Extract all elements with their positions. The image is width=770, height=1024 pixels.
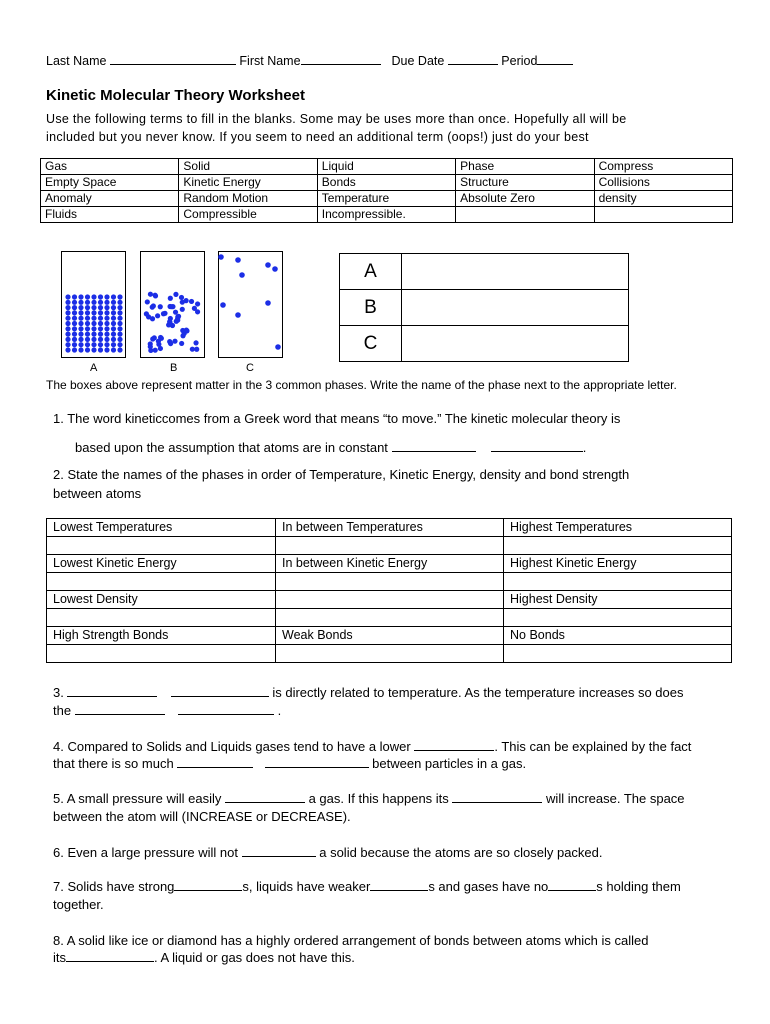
props-cell[interactable] [276, 537, 504, 555]
particle [158, 304, 163, 309]
q4-line2-end: between particles in a gas. [372, 756, 527, 771]
particle [173, 292, 178, 297]
particle [144, 311, 149, 316]
q7-text-4: s holding them [596, 879, 681, 894]
term-cell: Absolute Zero [456, 191, 594, 207]
particle [111, 326, 116, 331]
particle [117, 294, 122, 299]
particle [150, 336, 155, 341]
phase-letter: A [340, 254, 402, 290]
q7-blank-1[interactable] [174, 879, 242, 891]
particle [72, 337, 77, 342]
particle [85, 326, 90, 331]
particle [85, 305, 90, 310]
particle [85, 316, 90, 321]
props-cell: Highest Temperatures [504, 519, 732, 537]
particle [98, 310, 103, 315]
particle [175, 318, 180, 323]
particle [91, 326, 96, 331]
particle [104, 310, 109, 315]
particle [91, 332, 96, 337]
q5-text-2: a gas. If this happens its [308, 791, 449, 806]
particle [72, 300, 77, 305]
particle [98, 300, 103, 305]
term-cell: Kinetic Energy [179, 175, 317, 191]
props-cell: Lowest Density [47, 591, 276, 609]
particle [91, 294, 96, 299]
props-row [47, 627, 732, 645]
particle [85, 300, 90, 305]
last-name-blank[interactable] [110, 53, 236, 65]
question-6 [53, 845, 603, 860]
question-5-line-2: between the atom will (INCREASE or DECREASE). [53, 809, 351, 824]
particle [78, 310, 83, 315]
particle [161, 311, 166, 316]
particle [220, 302, 226, 308]
props-cell[interactable] [504, 573, 732, 591]
particle [78, 342, 83, 347]
particle [111, 300, 116, 305]
particle [193, 340, 198, 345]
props-cell[interactable] [47, 537, 276, 555]
particle [104, 342, 109, 347]
particle [111, 332, 116, 337]
particle [172, 339, 177, 344]
question-7-line-2: together. [53, 897, 104, 912]
particle [117, 332, 122, 337]
boxes-caption: The boxes above represent matter in the 3 common phases. Write the name of the phase next to the appropriate letter. [46, 378, 677, 392]
particle [104, 300, 109, 305]
q5-blank-2[interactable] [452, 791, 542, 803]
particle [91, 300, 96, 305]
props-cell: In between Kinetic Energy [276, 555, 504, 573]
header-line [46, 53, 573, 68]
particles-svg [0, 245, 300, 365]
particle [78, 337, 83, 342]
particle [65, 294, 70, 299]
particle [65, 321, 70, 326]
term-cell: Structure [456, 175, 594, 191]
props-cell[interactable] [47, 573, 276, 591]
term-cell: Solid [179, 159, 317, 175]
phase-answer-field[interactable] [402, 290, 629, 326]
props-cell: Weak Bonds [276, 627, 504, 645]
particle [117, 347, 122, 352]
particle [111, 316, 116, 321]
term-cell: Compress [594, 159, 732, 175]
particle [78, 294, 83, 299]
due-date-label: Due Date [391, 54, 445, 68]
phase-letter: C [340, 326, 402, 362]
q3-blank-2[interactable] [171, 685, 269, 697]
terms-table [40, 158, 733, 223]
term-cell: Incompressible. [317, 207, 455, 223]
particle [179, 341, 184, 346]
particle [78, 305, 83, 310]
particle [158, 346, 163, 351]
particle [98, 326, 103, 331]
particle [111, 294, 116, 299]
term-cell [594, 207, 732, 223]
particle [72, 342, 77, 347]
particle [153, 293, 158, 298]
props-cell[interactable] [47, 609, 276, 627]
q1-blank-2[interactable] [491, 440, 583, 452]
particle [85, 321, 90, 326]
props-cell[interactable] [504, 609, 732, 627]
q5-text-3: will increase. The space [546, 791, 685, 806]
q1-blank-1[interactable] [392, 440, 476, 452]
instructions-line-1: Use the following terms to fill in the blanks. Some may be uses more than once. Hopefully all will be [46, 112, 627, 126]
particle [85, 347, 90, 352]
terms-row [41, 159, 733, 175]
container-a-label: A [90, 362, 98, 374]
q8-line2-prefix: its [53, 950, 66, 965]
particle [190, 347, 195, 352]
term-cell: Phase [456, 159, 594, 175]
props-row [47, 573, 732, 591]
instructions-line-2: included but you never know. If you seem to need an additional term (oops!) just do your best [46, 130, 589, 144]
phase-properties-table [46, 518, 732, 663]
particle [78, 332, 83, 337]
particle [235, 257, 241, 263]
question-4-line-2 [53, 756, 526, 771]
particle [117, 316, 122, 321]
q7-blank-2[interactable] [370, 879, 428, 891]
props-row [47, 519, 732, 537]
particle [265, 262, 271, 268]
particle [111, 310, 116, 315]
particle [91, 342, 96, 347]
last-name-label: Last Name [46, 54, 107, 68]
props-row [47, 591, 732, 609]
particle [189, 299, 194, 304]
particle [155, 313, 160, 318]
props-cell[interactable] [276, 609, 504, 627]
props-cell: No Bonds [504, 627, 732, 645]
particle [78, 321, 83, 326]
particle [156, 339, 161, 344]
question-4-line-1 [53, 739, 691, 754]
particle [91, 337, 96, 342]
particle [117, 305, 122, 310]
props-cell[interactable] [504, 645, 732, 663]
particle [104, 337, 109, 342]
particle [98, 337, 103, 342]
phase-answer-field[interactable] [402, 326, 629, 362]
particle [78, 300, 83, 305]
particle [65, 305, 70, 310]
q7-blank-3[interactable] [548, 879, 596, 891]
particle [239, 272, 245, 278]
particle [72, 347, 77, 352]
q4-blank-2[interactable] [177, 756, 253, 768]
q3-text: is directly related to temperature. As the temperature increases so does [272, 685, 684, 700]
particle [65, 332, 70, 337]
particle [179, 295, 184, 300]
q7-text-1: 7. Solids have strong [53, 879, 175, 894]
q5-blank-1[interactable] [225, 791, 305, 803]
particle [72, 321, 77, 326]
q5-text-1: 5. A small pressure will easily [53, 791, 222, 806]
particle [98, 332, 103, 337]
term-cell: Random Motion [179, 191, 317, 207]
props-cell[interactable] [47, 645, 276, 663]
particle [173, 310, 178, 315]
particle [192, 306, 197, 311]
particle [78, 316, 83, 321]
particle [72, 326, 77, 331]
question-2-line-1: 2. State the names of the phases in order of Temperature, Kinetic Energy, density and bond strength [53, 467, 630, 482]
page-title: Kinetic Molecular Theory Worksheet [46, 87, 305, 104]
phase-answer-table [339, 253, 629, 362]
props-cell: In between Temperatures [276, 519, 504, 537]
particle [85, 332, 90, 337]
due-date-blank[interactable] [448, 53, 498, 65]
props-row [47, 609, 732, 627]
term-cell: Bonds [317, 175, 455, 191]
particle [111, 321, 116, 326]
particle [91, 310, 96, 315]
term-cell: Gas [41, 159, 179, 175]
particle [85, 294, 90, 299]
props-cell: Highest Density [504, 591, 732, 609]
q7-text-2: s, liquids have weaker [242, 879, 371, 894]
props-cell[interactable] [276, 573, 504, 591]
particle [78, 347, 83, 352]
term-cell: Fluids [41, 207, 179, 223]
period-label: Period [501, 54, 538, 68]
particle [168, 316, 173, 321]
phase-letter: B [340, 290, 402, 326]
particle [184, 298, 189, 303]
q3-line2-prefix: the [53, 703, 72, 718]
particle [65, 316, 70, 321]
particle [117, 342, 122, 347]
particle [117, 337, 122, 342]
particle [72, 316, 77, 321]
q3-end: . [277, 703, 282, 718]
particle [72, 310, 77, 315]
particle [148, 348, 153, 353]
particle [148, 292, 153, 297]
particle [98, 294, 103, 299]
particle [65, 342, 70, 347]
container-b-label: B [170, 362, 178, 374]
props-cell: Lowest Kinetic Energy [47, 555, 276, 573]
particle [145, 299, 150, 304]
particle [65, 347, 70, 352]
question-1-line-1: 1. The word kineticcomes from a Greek word that means “to move.” The kinetic molecular theory is [53, 411, 621, 426]
phase-answer-field[interactable] [402, 254, 629, 290]
particle [65, 326, 70, 331]
phase-answer-row [340, 254, 629, 290]
question-7-line-1 [53, 879, 681, 894]
question-1-text: based upon the assumption that atoms are in constant [75, 440, 388, 455]
particle [85, 342, 90, 347]
particle [218, 254, 224, 260]
particle [85, 310, 90, 315]
term-cell: Liquid [317, 159, 455, 175]
term-cell: Collisions [594, 175, 732, 191]
term-cell: density [594, 191, 732, 207]
particle [104, 305, 109, 310]
particle [104, 316, 109, 321]
particle [85, 337, 90, 342]
particle [98, 316, 103, 321]
q4-line2-prefix: that there is so much [53, 756, 174, 771]
props-cell: High Strength Bonds [47, 627, 276, 645]
particle [98, 347, 103, 352]
particle [104, 326, 109, 331]
phase-answer-row [340, 290, 629, 326]
particle [72, 305, 77, 310]
particle [91, 305, 96, 310]
particle [182, 331, 187, 336]
props-cell: Highest Kinetic Energy [504, 555, 732, 573]
particle [104, 294, 109, 299]
question-3-line-1 [53, 685, 684, 700]
props-cell[interactable] [276, 591, 504, 609]
particle [117, 300, 122, 305]
props-cell[interactable] [276, 645, 504, 663]
particle [65, 337, 70, 342]
q4-text-2: . This can be explained by the fact [494, 739, 692, 754]
particle [98, 342, 103, 347]
q1-period: . [582, 440, 587, 455]
q6-blank-1[interactable] [242, 845, 316, 857]
particle [65, 300, 70, 305]
phase-answer-row [340, 326, 629, 362]
question-1-line-2 [75, 440, 586, 455]
particle [111, 337, 116, 342]
terms-row [41, 191, 733, 207]
q3-blank-1[interactable] [67, 685, 157, 697]
q4-blank-3[interactable] [265, 756, 369, 768]
particle [78, 326, 83, 331]
particle [104, 347, 109, 352]
particle [272, 266, 278, 272]
props-row [47, 645, 732, 663]
particle [235, 312, 241, 318]
q6-text-1: 6. Even a large pressure will not [53, 845, 238, 860]
question-3-line-2 [53, 703, 281, 718]
particle [111, 305, 116, 310]
particle [91, 347, 96, 352]
first-name-label: First Name [239, 54, 301, 68]
particle [98, 321, 103, 326]
particle [72, 294, 77, 299]
period-blank[interactable] [537, 53, 573, 65]
props-row [47, 537, 732, 555]
particle [169, 304, 174, 309]
question-8-line-1: 8. A solid like ice or diamond has a highly ordered arrangement of bonds between atoms which is called [53, 933, 649, 948]
q3-blank-3[interactable] [75, 703, 165, 715]
particle [117, 310, 122, 315]
q7-text-3: s and gases have no [428, 879, 549, 894]
particle [111, 347, 116, 352]
q8-line2-end: . A liquid or gas does not have this. [154, 950, 355, 965]
particle [111, 342, 116, 347]
question-2-line-2: between atoms [53, 486, 142, 501]
terms-row [41, 175, 733, 191]
props-cell[interactable] [504, 537, 732, 555]
particle [195, 301, 200, 306]
terms-row [41, 207, 733, 223]
particle [65, 310, 70, 315]
particle [151, 303, 156, 308]
particle [72, 332, 77, 337]
term-cell: Temperature [317, 191, 455, 207]
particle [91, 321, 96, 326]
question-8-line-2 [53, 950, 355, 965]
term-cell: Compressible [179, 207, 317, 223]
props-row [47, 555, 732, 573]
q4-text-1: 4. Compared to Solids and Liquids gases tend to have a lower [53, 739, 411, 754]
particle [117, 326, 122, 331]
particle [168, 296, 173, 301]
q6-text-2: a solid because the atoms are so closely packed. [319, 845, 603, 860]
container-c-label: C [246, 362, 254, 374]
q3-blank-4[interactable] [178, 703, 274, 715]
q3-number: 3. [53, 685, 64, 700]
q8-blank-1[interactable] [66, 950, 154, 962]
question-5-line-1 [53, 791, 685, 806]
term-cell: Anomaly [41, 191, 179, 207]
q4-blank-1[interactable] [414, 739, 494, 751]
particle [275, 344, 281, 350]
particle [180, 307, 185, 312]
particle [168, 341, 173, 346]
first-name-blank[interactable] [301, 53, 381, 65]
particle [104, 321, 109, 326]
particle [104, 332, 109, 337]
term-cell [456, 207, 594, 223]
particle [91, 316, 96, 321]
particle [117, 321, 122, 326]
particle [265, 300, 271, 306]
term-cell: Empty Space [41, 175, 179, 191]
props-cell: Lowest Temperatures [47, 519, 276, 537]
particle [98, 305, 103, 310]
